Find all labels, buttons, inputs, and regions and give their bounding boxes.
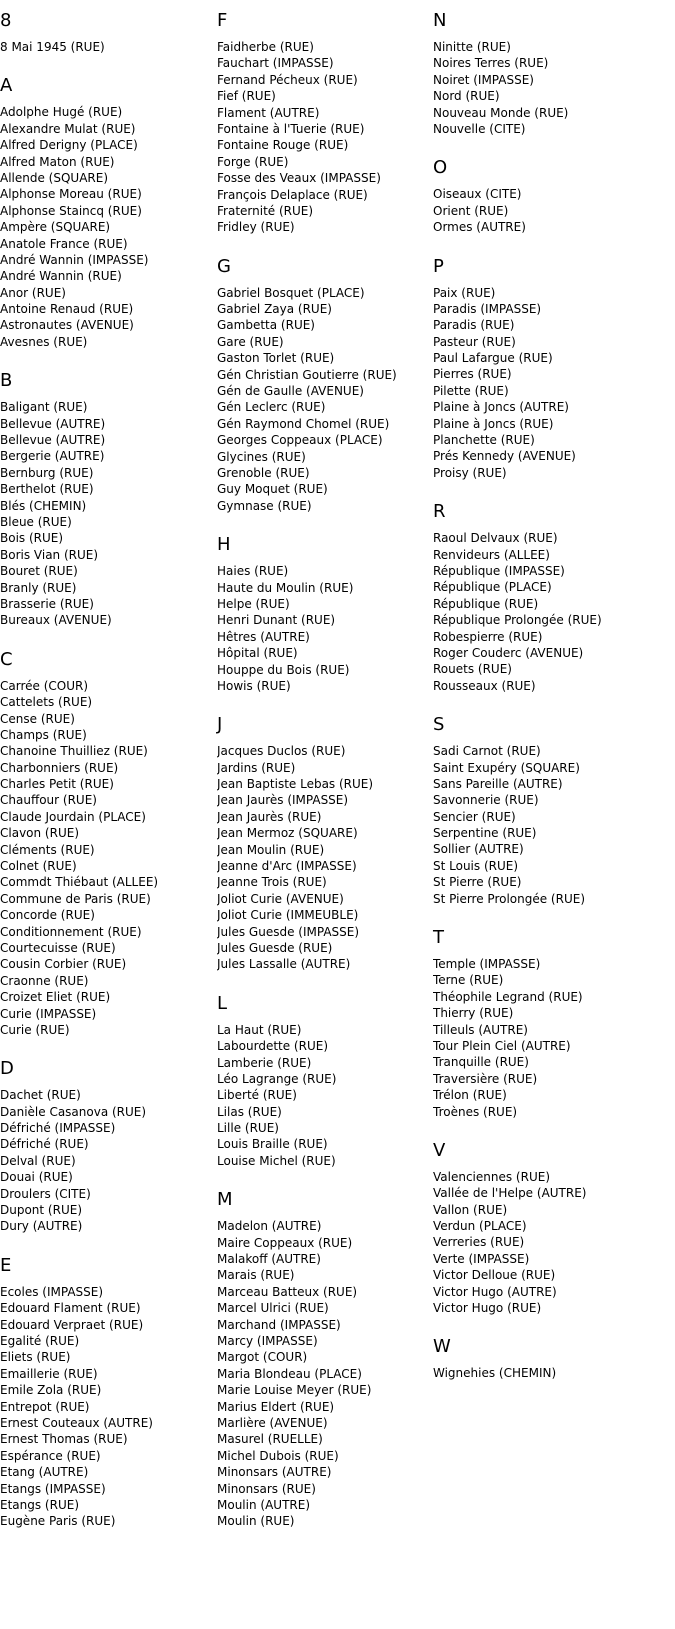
street-entry: Emile Zola (RUE) — [0, 1383, 102, 1398]
street-entry: Eugène Paris (RUE) — [0, 1514, 116, 1529]
street-entry: Alphonse Moreau (RUE) — [0, 187, 142, 202]
street-entry: Sollier (AUTRE) — [433, 842, 524, 857]
street-entry: Avesnes (RUE) — [0, 334, 88, 349]
letter-section — [433, 501, 648, 694]
street-entry: Défriché (RUE) — [0, 1137, 89, 1152]
letter-section — [217, 714, 432, 972]
street-entry: Pierres (RUE) — [433, 367, 512, 382]
street-entry: Orient (RUE) — [433, 203, 509, 218]
letter-section — [433, 1140, 648, 1317]
street-entry: Jeanne d'Arc (IMPASSE) — [217, 859, 357, 874]
street-entry: Vallée de l'Helpe (AUTRE) — [433, 1186, 587, 1201]
street-entry: Savonnerie (RUE) — [433, 793, 539, 808]
street-entry: Hôpital (RUE) — [217, 646, 298, 661]
letter-section — [433, 927, 648, 1120]
street-entry: St Louis (RUE) — [433, 858, 519, 873]
street-entry: Paul Lafargue (RUE) — [433, 351, 553, 366]
street-entry: Guy Moquet (RUE) — [217, 482, 328, 497]
street-list — [0, 104, 215, 350]
section-letter-heading: E — [0, 1254, 12, 1276]
street-entry: Marceau Batteux (RUE) — [217, 1284, 358, 1299]
street-list — [0, 39, 215, 55]
section-letter-heading: D — [0, 1058, 14, 1080]
street-list — [0, 399, 215, 628]
street-entry: Lille (RUE) — [217, 1121, 279, 1136]
street-entry: Gambetta (RUE) — [217, 318, 315, 333]
street-entry: Marais (RUE) — [217, 1268, 295, 1283]
street-entry: Lilas (RUE) — [217, 1104, 282, 1119]
letter-section — [433, 157, 648, 235]
street-entry: Claude Jourdain (PLACE) — [0, 809, 146, 824]
street-index-column-3 — [433, 0, 648, 1402]
street-entry: Gén de Gaulle (AVENUE) — [217, 384, 364, 399]
street-entry: Helpe (RUE) — [217, 596, 290, 611]
street-entry: Paradis (RUE) — [433, 318, 515, 333]
street-entry: Labourdette (RUE) — [217, 1039, 328, 1054]
section-letter-heading: A — [0, 75, 13, 97]
street-entry: Masurel (RUELLE) — [217, 1432, 323, 1447]
street-entry: Sencier (RUE) — [433, 809, 516, 824]
street-entry: Croizet Eliet (RUE) — [0, 990, 111, 1005]
street-entry: Tour Plein Ciel (AUTRE) — [433, 1038, 571, 1053]
street-entry: Jules Guesde (IMPASSE) — [217, 924, 360, 939]
street-entry: Alfred Maton (RUE) — [0, 154, 115, 169]
letter-section — [433, 1336, 648, 1381]
street-entry: Bernburg (RUE) — [0, 465, 94, 480]
street-entry: Chauffour (RUE) — [0, 793, 97, 808]
street-entry: Rouets (RUE) — [433, 662, 512, 677]
street-entry: Sans Pareille (AUTRE) — [433, 776, 563, 791]
street-entry: Haies (RUE) — [217, 564, 289, 579]
street-entry: Dachet (RUE) — [0, 1088, 81, 1103]
street-entry: Malakoff (AUTRE) — [217, 1252, 321, 1267]
street-entry: Alphonse Staincq (RUE) — [0, 203, 142, 218]
street-entry: Boris Vian (RUE) — [0, 547, 99, 562]
street-entry: Baligant (RUE) — [0, 400, 88, 415]
street-entry: Thierry (RUE) — [433, 1006, 514, 1021]
street-entry: Victor Hugo (RUE) — [433, 1301, 542, 1316]
street-list — [433, 285, 648, 482]
street-list — [433, 186, 648, 235]
section-letter-heading: M — [217, 1189, 233, 1211]
street-entry: Edouard Flament (RUE) — [0, 1301, 141, 1316]
street-entry: Gén Leclerc (RUE) — [217, 400, 326, 415]
letter-section — [0, 649, 215, 1039]
street-list — [217, 285, 432, 514]
street-entry: Michel Dubois (RUE) — [217, 1448, 339, 1463]
street-entry: Concorde (RUE) — [0, 908, 95, 923]
street-entry: Noiret (IMPASSE) — [433, 72, 534, 87]
street-entry: Henri Dunant (RUE) — [217, 613, 336, 628]
street-entry: Marius Eldert (RUE) — [217, 1399, 335, 1414]
street-list — [433, 39, 648, 137]
street-entry: République (PLACE) — [433, 580, 552, 595]
street-entry: Bellevue (AUTRE) — [0, 416, 106, 431]
section-letter-heading: P — [433, 255, 444, 277]
street-entry: Margot (COUR) — [217, 1350, 308, 1365]
street-list — [433, 1365, 648, 1381]
street-entry: Pasteur (RUE) — [433, 334, 516, 349]
street-entry: Haute du Moulin (RUE) — [217, 580, 354, 595]
section-letter-heading: L — [217, 992, 228, 1014]
street-list — [217, 39, 432, 236]
street-entry: Danièle Casanova (RUE) — [0, 1104, 147, 1119]
street-entry: Paix (RUE) — [433, 285, 496, 300]
street-entry: Nouveau Monde (RUE) — [433, 105, 569, 120]
street-entry: Trélon (RUE) — [433, 1088, 507, 1103]
street-entry: Liberté (RUE) — [217, 1088, 297, 1103]
street-entry: Terne (RUE) — [433, 973, 504, 988]
street-entry: Oiseaux (CITE) — [433, 187, 522, 202]
street-entry: Chanoine Thuilliez (RUE) — [0, 744, 148, 759]
street-entry: Moulin (RUE) — [217, 1514, 295, 1529]
street-entry: Jardins (RUE) — [217, 760, 296, 775]
street-entry: Droulers (CITE) — [0, 1186, 91, 1201]
street-entry: Renvideurs (ALLEE) — [433, 547, 550, 562]
street-entry: Ecoles (IMPASSE) — [0, 1284, 104, 1299]
street-entry: Jeanne Trois (RUE) — [217, 875, 327, 890]
section-letter-heading: G — [217, 255, 231, 277]
street-entry: Delval (RUE) — [0, 1153, 76, 1168]
street-list — [433, 743, 648, 907]
street-entry: Troènes (RUE) — [433, 1104, 518, 1119]
street-entry: Robespierre (RUE) — [433, 629, 543, 644]
street-entry: Défriché (IMPASSE) — [0, 1121, 116, 1136]
street-entry: Verdun (PLACE) — [433, 1219, 527, 1234]
street-entry: Fontaine Rouge (RUE) — [217, 138, 349, 153]
street-entry: Jacques Duclos (RUE) — [217, 744, 346, 759]
street-entry: St Pierre Prolongée (RUE) — [433, 891, 585, 906]
section-letter-heading: C — [0, 648, 13, 670]
street-entry: Jean Moulin (RUE) — [217, 842, 325, 857]
letter-section — [0, 370, 215, 628]
letter-section — [217, 256, 432, 514]
street-entry: Flament (AUTRE) — [217, 105, 320, 120]
street-entry: Etangs (RUE) — [0, 1497, 79, 1512]
street-entry: Marlière (AVENUE) — [217, 1415, 328, 1430]
street-entry: Louis Braille (RUE) — [217, 1137, 328, 1152]
street-entry: Nord (RUE) — [433, 89, 500, 104]
street-entry: Jean Jaurès (IMPASSE) — [217, 793, 349, 808]
street-entry: Raoul Delvaux (RUE) — [433, 531, 558, 546]
street-entry: Astronautes (AVENUE) — [0, 318, 134, 333]
street-list — [0, 1284, 215, 1530]
street-entry: Pilette (RUE) — [433, 383, 509, 398]
street-list — [217, 1022, 432, 1170]
street-entry: Champs (RUE) — [0, 727, 87, 742]
street-entry: Cléments (RUE) — [0, 842, 95, 857]
section-letter-heading: W — [433, 1336, 451, 1358]
street-entry: Branly (RUE) — [0, 580, 77, 595]
street-entry: Jean Mermoz (SQUARE) — [217, 826, 358, 841]
street-entry: François Delaplace (RUE) — [217, 187, 368, 202]
section-letter-heading: T — [433, 927, 444, 949]
street-entry: Bergerie (AUTRE) — [0, 449, 105, 464]
street-entry: Planchette (RUE) — [433, 433, 535, 448]
street-entry: Minonsars (AUTRE) — [217, 1465, 332, 1480]
street-entry: Dupont (RUE) — [0, 1203, 82, 1218]
street-entry: Gén Raymond Chomel (RUE) — [217, 416, 390, 431]
street-entry: Roger Couderc (AVENUE) — [433, 645, 584, 660]
street-entry: Gabriel Bosquet (PLACE) — [217, 285, 365, 300]
street-entry: Conditionnement (RUE) — [0, 924, 142, 939]
street-entry: Traversière (RUE) — [433, 1071, 538, 1086]
street-entry: Commune de Paris (RUE) — [0, 891, 151, 906]
street-entry: Bureaux (AVENUE) — [0, 613, 112, 628]
street-entry: Marie Louise Meyer (RUE) — [217, 1383, 372, 1398]
street-entry: Houppe du Bois (RUE) — [217, 662, 350, 677]
street-entry: Madelon (AUTRE) — [217, 1219, 322, 1234]
street-entry: Rousseaux (RUE) — [433, 678, 536, 693]
street-entry: Jean Baptiste Lebas (RUE) — [217, 777, 374, 792]
street-entry: Tranquille (RUE) — [433, 1055, 529, 1070]
street-entry: Minonsars (RUE) — [217, 1481, 316, 1496]
street-entry: Commdt Thiébaut (ALLEE) — [0, 875, 159, 890]
street-entry: Espérance (RUE) — [0, 1448, 101, 1463]
street-entry: Lamberie (RUE) — [217, 1055, 312, 1070]
street-index-column-1 — [0, 0, 215, 1550]
street-entry: Anatole France (RUE) — [0, 236, 128, 251]
street-entry: Curie (IMPASSE) — [0, 1006, 97, 1021]
street-entry: Ampère (SQUARE) — [0, 220, 111, 235]
street-entry: Plaine à Joncs (RUE) — [433, 416, 554, 431]
street-entry: Louise Michel (RUE) — [217, 1153, 336, 1168]
street-entry: Carrée (COUR) — [0, 678, 89, 693]
letter-section — [0, 10, 215, 55]
section-letter-heading: H — [217, 534, 231, 556]
section-letter-heading: 8 — [0, 10, 12, 31]
street-entry: Bleue (RUE) — [0, 514, 72, 529]
street-entry: République (IMPASSE) — [433, 563, 565, 578]
letter-section — [217, 10, 432, 236]
section-letter-heading: N — [433, 10, 447, 31]
street-entry: Eliets (RUE) — [0, 1350, 71, 1365]
street-entry: Alfred Derigny (PLACE) — [0, 138, 138, 153]
street-list — [217, 563, 432, 694]
street-entry: Sadi Carnot (RUE) — [433, 744, 541, 759]
letter-section — [0, 1058, 215, 1235]
street-list — [217, 743, 432, 972]
street-entry: Charbonniers (RUE) — [0, 760, 119, 775]
letter-section — [0, 1255, 215, 1530]
street-entry: République (RUE) — [433, 596, 539, 611]
street-entry: Douai (RUE) — [0, 1170, 73, 1185]
street-entry: Fernand Pécheux (RUE) — [217, 72, 358, 87]
street-entry: Temple (IMPASSE) — [433, 957, 541, 972]
street-entry: Berthelot (RUE) — [0, 482, 94, 497]
letter-section — [217, 993, 432, 1170]
street-entry: Ormes (AUTRE) — [433, 220, 526, 235]
street-entry: Blés (CHEMIN) — [0, 498, 87, 513]
street-entry: Nouvelle (CITE) — [433, 121, 526, 136]
street-entry: Georges Coppeaux (PLACE) — [217, 433, 383, 448]
street-entry: Alexandre Mulat (RUE) — [0, 121, 136, 136]
letter-section — [433, 714, 648, 907]
street-entry: République Prolongée (RUE) — [433, 613, 602, 628]
street-entry: Jules Guesde (RUE) — [217, 940, 333, 955]
street-entry: 8 Mai 1945 (RUE) — [0, 40, 105, 54]
street-entry: Fridley (RUE) — [217, 220, 295, 235]
letter-section — [217, 1189, 432, 1529]
street-entry: Verte (IMPASSE) — [433, 1251, 530, 1266]
street-entry: Fosse des Veaux (IMPASSE) — [217, 171, 381, 186]
street-entry: Saint Exupéry (SQUARE) — [433, 760, 580, 775]
street-entry: Clavon (RUE) — [0, 826, 79, 841]
street-entry: Gymnase (RUE) — [217, 498, 312, 513]
street-entry: Etang (AUTRE) — [0, 1465, 89, 1480]
street-entry: André Wannin (IMPASSE) — [0, 252, 149, 267]
letter-section — [0, 75, 215, 350]
street-index-column-2 — [217, 0, 432, 1550]
street-entry: Paradis (IMPASSE) — [433, 301, 542, 316]
street-entry: Marcel Ulrici (RUE) — [217, 1301, 329, 1316]
street-entry: Glycines (RUE) — [217, 449, 306, 464]
street-entry: Wignehies (CHEMIN) — [433, 1366, 557, 1381]
section-letter-heading: O — [433, 157, 448, 179]
street-entry: Curie (RUE) — [0, 1022, 70, 1037]
street-entry: Antoine Renaud (RUE) — [0, 302, 134, 317]
street-entry: Edouard Verpraet (RUE) — [0, 1317, 144, 1332]
street-list — [217, 1218, 432, 1529]
section-letter-heading: V — [433, 1139, 446, 1161]
street-entry: Gaston Torlet (RUE) — [217, 351, 335, 366]
letter-section — [433, 256, 648, 482]
letter-section — [433, 10, 648, 137]
street-entry: Maria Blondeau (PLACE) — [217, 1366, 362, 1381]
street-entry: Courtecuisse (RUE) — [0, 940, 116, 955]
street-entry: Tilleuls (AUTRE) — [433, 1022, 528, 1037]
street-list — [0, 1087, 215, 1235]
street-entry: Serpentine (RUE) — [433, 826, 537, 841]
street-entry: Bellevue (AUTRE) — [0, 433, 106, 448]
street-entry: Noires Terres (RUE) — [433, 56, 549, 71]
section-letter-heading: S — [433, 714, 445, 736]
street-entry: Etangs (IMPASSE) — [0, 1481, 106, 1496]
street-entry: Colnet (RUE) — [0, 859, 77, 874]
street-list — [433, 1169, 648, 1317]
street-entry: St Pierre (RUE) — [433, 875, 522, 890]
section-letter-heading: F — [217, 10, 228, 31]
street-entry: André Wannin (RUE) — [0, 269, 122, 284]
street-entry: Fraternité (RUE) — [217, 203, 314, 218]
street-entry: Jean Jaurès (RUE) — [217, 809, 322, 824]
street-entry: Fauchart (IMPASSE) — [217, 56, 334, 71]
street-list — [433, 530, 648, 694]
street-entry: Moulin (AUTRE) — [217, 1497, 310, 1512]
street-entry: Ninitte (RUE) — [433, 40, 511, 54]
street-entry: Gén Christian Goutierre (RUE) — [217, 367, 397, 382]
street-entry: Allende (SQUARE) — [0, 170, 109, 185]
street-entry: Plaine à Joncs (AUTRE) — [433, 400, 569, 415]
street-entry: La Haut (RUE) — [217, 1022, 302, 1037]
street-entry: Charles Petit (RUE) — [0, 777, 114, 792]
letter-section — [217, 534, 432, 694]
section-letter-heading: B — [0, 370, 13, 392]
street-entry: Cousin Corbier (RUE) — [0, 957, 127, 972]
street-entry: Ernest Thomas (RUE) — [0, 1432, 128, 1447]
street-entry: Valenciennes (RUE) — [433, 1169, 550, 1184]
street-entry: Marchand (IMPASSE) — [217, 1317, 341, 1332]
street-entry: Jules Lassalle (AUTRE) — [217, 957, 351, 972]
street-entry: Verreries (RUE) — [433, 1235, 525, 1250]
street-entry: Gare (RUE) — [217, 334, 284, 349]
street-entry: Maire Coppeaux (RUE) — [217, 1235, 353, 1250]
street-entry: Victor Hugo (AUTRE) — [433, 1284, 557, 1299]
street-entry: Faidherbe (RUE) — [217, 40, 314, 54]
street-entry: Bois (RUE) — [0, 531, 64, 546]
street-entry: Emaillerie (RUE) — [0, 1366, 98, 1381]
street-entry: Joliot Curie (IMMEUBLE) — [217, 908, 359, 923]
street-entry: Gabriel Zaya (RUE) — [217, 302, 332, 317]
street-entry: Craonne (RUE) — [0, 973, 89, 988]
street-entry: Egalité (RUE) — [0, 1334, 80, 1348]
street-entry: Brasserie (RUE) — [0, 596, 94, 611]
section-letter-heading: J — [217, 714, 223, 736]
section-letter-heading: R — [433, 501, 446, 523]
street-entry: Marcy (IMPASSE) — [217, 1334, 318, 1348]
street-entry: Victor Delloue (RUE) — [433, 1268, 556, 1283]
street-entry: Proisy (RUE) — [433, 465, 507, 480]
street-entry: Ernest Couteaux (AUTRE) — [0, 1415, 153, 1430]
street-entry: Howis (RUE) — [217, 678, 291, 693]
street-list — [0, 678, 215, 1039]
street-entry: Grenoble (RUE) — [217, 465, 310, 480]
street-entry: Prés Kennedy (AVENUE) — [433, 449, 576, 464]
street-entry: Entrepot (RUE) — [0, 1399, 90, 1414]
street-entry: Fontaine à l'Tuerie (RUE) — [217, 121, 365, 136]
street-entry: Cense (RUE) — [0, 711, 75, 726]
street-entry: Vallon (RUE) — [433, 1202, 508, 1217]
street-entry: Hêtres (AUTRE) — [217, 629, 310, 644]
street-entry: Bouret (RUE) — [0, 564, 78, 579]
street-entry: Cattelets (RUE) — [0, 695, 93, 710]
street-entry: Dury (AUTRE) — [0, 1219, 83, 1234]
street-entry: Fief (RUE) — [217, 89, 276, 104]
street-entry: Adolphe Hugé (RUE) — [0, 105, 123, 120]
street-entry: Anor (RUE) — [0, 285, 66, 300]
street-entry: Léo Lagrange (RUE) — [217, 1071, 337, 1086]
street-list — [433, 956, 648, 1120]
street-entry: Forge (RUE) — [217, 154, 289, 169]
street-entry: Joliot Curie (AVENUE) — [217, 891, 344, 906]
street-entry: Théophile Legrand (RUE) — [433, 989, 583, 1004]
